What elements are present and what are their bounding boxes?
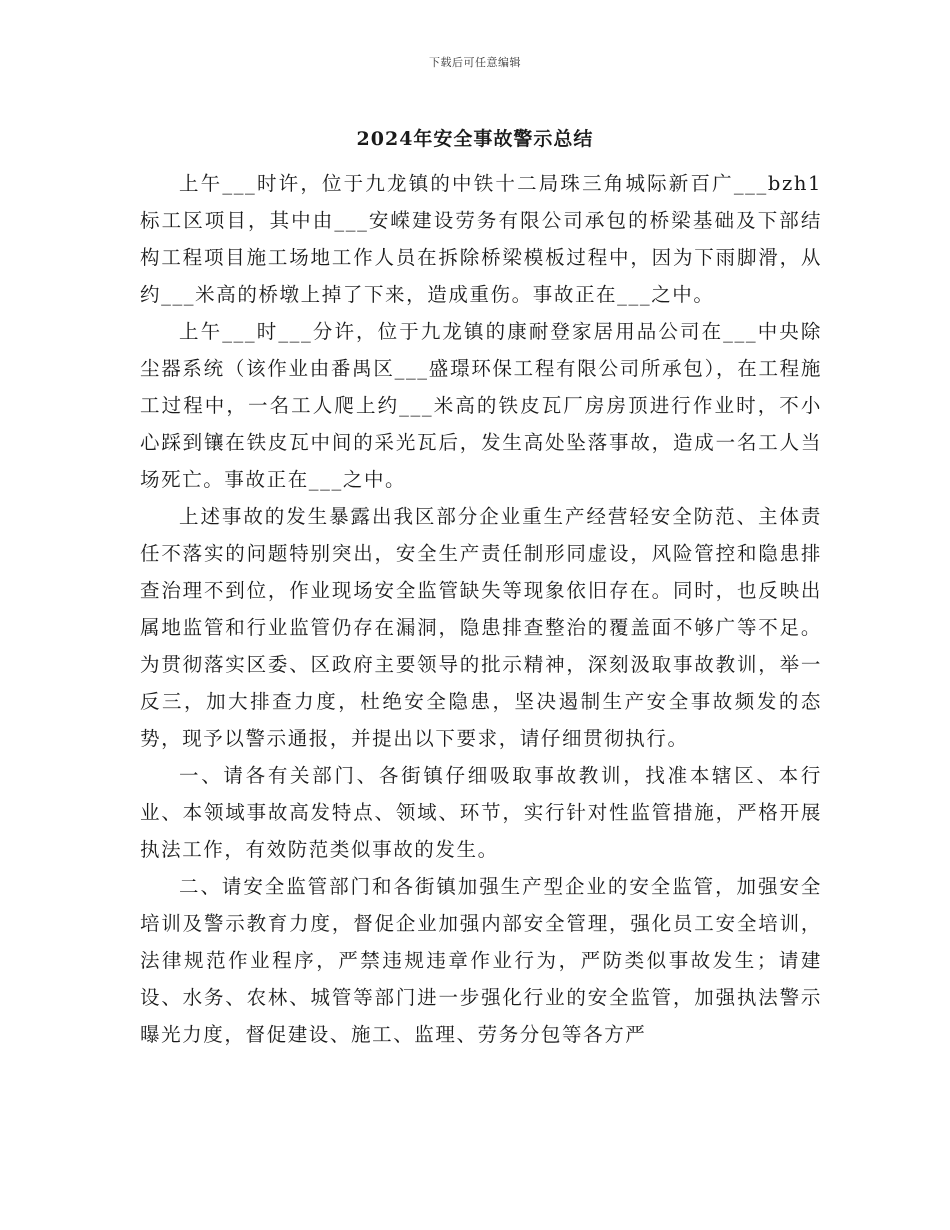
paragraph-1: 上午___时许，位于九龙镇的中铁十二局珠三角城际新百广___bzh1标工区项目，其中由___安嵘建设劳务有限公司承包的桥梁基础及下部结构工程项目施工场地工作人员在拆除桥梁模板过程中，因为下雨脚滑，从约___米高的桥墩上掉了下来，造成重伤。事故正在___之中。 [140,172,822,306]
paragraph-3: 上述事故的发生暴露出我区部分企业重生产经营轻安全防范、主体责任不落实的问题特别突出，安全生产责任制形同虚设，风险管控和隐患排查治理不到位，作业现场安全监管缺失等现象依旧存在。同时，也反映出属地监管和行业监管仍存在漏洞，隐患排查整治的覆盖面不够广等不足。为贯彻落实区委、区政府主要领导的批示精神，深刻汲取事故教训，举一反三，加大排查力度，杜绝安全隐患，坚决遏制生产安全事故频发的态势，现予以警示通报，并提出以下要求，请仔细贯彻执行。 [140,505,822,750]
paragraph-4: 一、请各有关部门、各街镇仔细吸取事故教训，找准本辖区、本行业、本领域事故高发特点、领域、环节，实行针对性监管措施，严格开展执法工作，有效防范类似事故的发生。 [140,764,822,861]
paragraph-2: 上午___时___分许，位于九龙镇的康耐登家居用品公司在___中央除尘器系统（该作业由番禺区___盛璟环保工程有限公司所承包），在工程施工过程中，一名工人爬上约___米高的铁皮瓦厂房房顶进行作业时，不小心踩到镶在铁皮瓦中间的采光瓦后，发生高处坠落事故，造成一名工人当场死亡。事故正在___之中。 [140,320,822,491]
header-note: 下载后可任意编辑 [429,56,521,69]
document-title: 2024年安全事故警示总结 [356,128,594,150]
document-body [140,165,822,1053]
paragraph-5: 二、请安全监管部门和各街镇加强生产型企业的安全监管，加强安全培训及警示教育力度，督促企业加强内部安全管理，强化员工安全培训，法律规范作业程序，严禁违规违章作业行为，严防类似事故发生；请建设、水务、农林、城管等部门进一步强化行业的安全监管，加强执法警示曝光力度，督促建设、施工、监理、劳务分包等各方严 [140,875,822,1046]
